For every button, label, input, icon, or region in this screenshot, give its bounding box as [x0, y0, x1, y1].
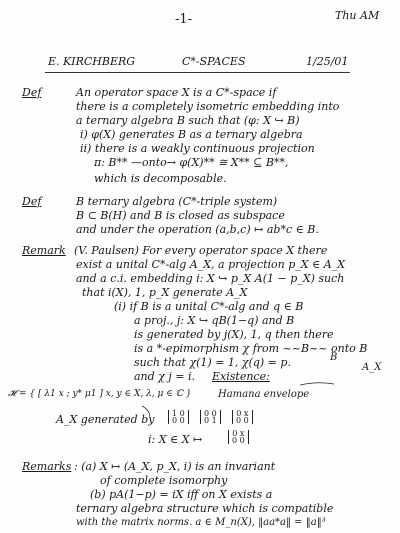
ax-generated-by: A_X generated by	[56, 413, 155, 426]
existence-label: Existence:	[212, 370, 270, 383]
remark1-line-3: and a c.i. embedding i: X ↪ p_X A(1 − p_X) such	[76, 272, 345, 285]
def1-line-7: which is decomposable.	[94, 172, 227, 185]
def1-line-3: a ternary algebra B such that (φ: X ↪ B)	[76, 114, 300, 127]
remark1-line-5: (i) if B is a unital C*-alg and q ∈ B	[114, 300, 304, 313]
remark1-line-2: exist a unital C*-alg A_X, a projection p_X ∈ A_X	[76, 258, 346, 271]
remarks2-line-5: with the matrix norms. a ∈ M_n(X), ‖aa*a‖ = ‖a‖³	[76, 517, 326, 528]
matrix-e22: 0 0 0 1	[200, 410, 221, 424]
def2-line-1: B ternary algebra (C*-triple system)	[76, 195, 278, 208]
hamana-set: 𝓗 = { [ λ1 x ; y* μ1 ] x, y ∈ X, λ, μ ∈ ℂ }	[8, 389, 192, 399]
def1-line-1: An operator space X is a C*-space if	[76, 86, 277, 99]
remark1-line-4: that i(X), 1, p_X generate A_X	[82, 286, 248, 299]
matrix-e11: 1 0 0 0	[168, 410, 189, 424]
def2-line-2: B ⊂ B(H) and B is closed as subspace	[76, 209, 285, 222]
remark1-line-1: (V. Paulsen) For every operator space X there	[74, 244, 328, 257]
remark1-line-8: is a *-epimorphism χ from ~~B~~ onto B	[134, 342, 368, 355]
remarks2-label: Remarks	[22, 460, 72, 473]
lecture-title: C*-SPACES	[182, 55, 246, 68]
embedding-map: i: X ∈ X ↦	[148, 433, 203, 446]
def1-line-2: there is a completely isometric embedding into	[76, 100, 340, 113]
remarks2-line-2: of complete isomorphy	[100, 474, 228, 487]
corner-note: Thu AM	[335, 9, 380, 22]
hamana-envelope-label: Hamana envelope	[218, 389, 310, 400]
lecture-date: 1/25/01	[306, 55, 349, 68]
def2-label: Def	[22, 195, 42, 208]
def2-line-3: and under the operation (a,b,c) ↦ ab*c ∈ B.	[76, 223, 319, 236]
def1-label: Def	[22, 86, 42, 99]
def1-line-4: i) φ(X) generates B as a ternary algebra	[80, 128, 303, 141]
page-number: -1-	[175, 12, 193, 27]
matrix-x-offdiag: 0 x 0 0	[232, 410, 253, 424]
matrix-embedding: 0 x 0 0	[228, 430, 249, 444]
remark1-line-6: a proj., j: X ↪ qB(1−q) and B	[134, 314, 295, 327]
remark1-label: Remark	[22, 244, 66, 257]
hamana-arrow-stroke	[142, 406, 150, 418]
remarks2-line-1: : (a) X ↦ (A_X, p_X, i) is an invariant	[74, 460, 276, 473]
existence-underline-stroke	[300, 383, 334, 385]
remark1-line-10: and χ j = i.	[134, 370, 195, 383]
def1-line-5: ii) there is a weakly continuous projection	[80, 142, 315, 155]
remark1-line-7: is generated by j(X), 1, q then there	[134, 328, 334, 341]
side-label-ax: A_X	[362, 362, 382, 373]
remarks2-line-4: ternary algebra structure which is compatible	[76, 502, 334, 515]
remarks2-line-3: (b) pA(1−p) = iX iff on X exists a	[90, 488, 273, 501]
remark1-line-9: such that χ(1) = 1, χ(q) = p.	[134, 356, 291, 369]
def1-line-6: π: B** —onto→ φ(X)** ≅ X** ⊆ B**,	[94, 156, 289, 169]
author-name: E. KIRCHBERG	[48, 55, 136, 68]
side-label-b: B	[330, 352, 338, 363]
